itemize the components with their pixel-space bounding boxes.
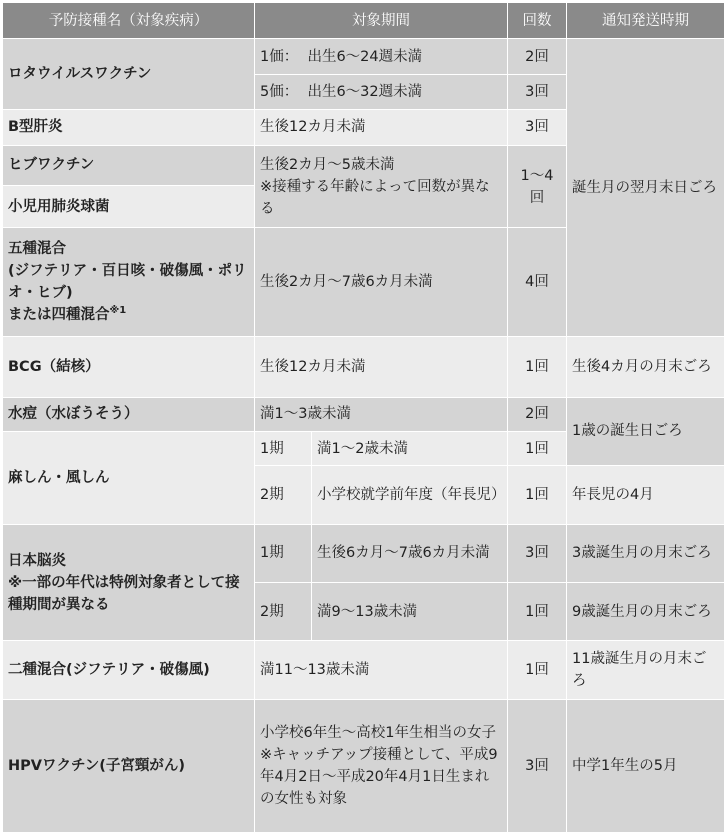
notice-cell: 3歳誕生月の月末ごろ [567, 524, 725, 582]
notice-cell: 9歳誕生月の月末ごろ [567, 583, 725, 641]
penta-line-3-text: または四種混合 [8, 307, 110, 324]
je-line-1: 日本脳炎 [8, 552, 66, 569]
period-cell [255, 699, 508, 832]
je-line-2: ※一部の年代は特例対象者として接種期間が異なる [8, 574, 240, 613]
count-cell: 3回 [508, 524, 567, 582]
count-cell: 3回 [508, 699, 567, 832]
period-cell: 満11～13歳未満 [255, 641, 508, 699]
period-cell: 生後12カ月未満 [255, 109, 508, 145]
hib-period-main: 生後2カ月～5歳未満 [260, 156, 395, 173]
count-line-1: 1～4 [520, 167, 554, 184]
header-vaccine-name: 予防接種名（対象疾病） [3, 3, 255, 39]
vaccine-name-pneumo: 小児用肺炎球菌 [3, 186, 255, 228]
vaccine-name-hepb: B型肝炎 [3, 109, 255, 145]
table-row [3, 524, 725, 582]
count-cell: 2回 [508, 39, 567, 75]
period-cell [255, 39, 508, 75]
count-cell: 1回 [508, 583, 567, 641]
penta-line-2: (ジフテリア・百日咳・破傷風・ポリオ・ヒブ) [8, 263, 247, 302]
footnote-mark: ※1 [109, 305, 127, 317]
period-cell [255, 145, 508, 228]
count-cell [508, 145, 567, 228]
vaccine-name-hpv: HPVワクチン(子宮頸がん) [3, 699, 255, 832]
phase-label: 1期 [255, 524, 312, 582]
table-row [3, 39, 725, 75]
period-cell: 満1～3歳未満 [255, 397, 508, 431]
vaccine-name-mr: 麻しん・風しん [3, 431, 255, 524]
notice-cell: 11歳誕生月の月末ごろ [567, 641, 725, 699]
count-cell: 1回 [508, 641, 567, 699]
rota-type-label: 5価： [260, 83, 299, 100]
count-line-2: 回 [529, 189, 545, 206]
phase-label: 2期 [255, 466, 312, 524]
vaccine-name-penta [3, 228, 255, 337]
rota-period: 出生6～32週未満 [307, 83, 423, 100]
period-cell: 満1～2歳未満 [312, 431, 508, 465]
phase-label: 1期 [255, 431, 312, 465]
penta-line-3 [8, 304, 249, 326]
notice-cell: 生後4カ月の月末ごろ [567, 337, 725, 397]
count-cell: 4回 [508, 228, 567, 337]
table-row [3, 397, 725, 431]
period-cell: 生後2カ月～7歳6カ月未満 [255, 228, 508, 337]
header-count: 回数 [508, 3, 567, 39]
vaccination-schedule-table [2, 2, 725, 833]
rota-type-label: 1価： [260, 48, 299, 65]
count-cell: 2回 [508, 397, 567, 431]
count-cell: 3回 [508, 75, 567, 109]
count-cell: 1回 [508, 337, 567, 397]
penta-line-1: 五種混合 [8, 241, 66, 258]
period-cell [255, 75, 508, 109]
hib-period-note: ※接種する年齢によって回数が異なる [260, 178, 490, 217]
header-period: 対象期間 [255, 3, 508, 39]
table-row [3, 337, 725, 397]
period-cell: 満9～13歳未満 [312, 583, 508, 641]
notice-shared: 誕生月の翌月末日ごろ [567, 39, 725, 337]
period-cell: 小学校就学前年度（年長児） [312, 466, 508, 524]
hpv-period-main: 小学校6年生～高校1年生相当の女子 [260, 724, 496, 741]
vaccine-name-bcg: BCG（結核） [3, 337, 255, 397]
count-cell: 1回 [508, 431, 567, 465]
hpv-period-note: ※キャッチアップ接種として、平成9年4月2日～平成20年4月1日生まれの女性も対象 [260, 746, 498, 807]
header-row [3, 3, 725, 39]
vaccine-name-hib: ヒブワクチン [3, 145, 255, 185]
table-row [3, 699, 725, 832]
phase-label: 2期 [255, 583, 312, 641]
vaccine-name-rota: ロタウイルスワクチン [3, 39, 255, 110]
count-cell: 1回 [508, 466, 567, 524]
notice-cell: 年長児の4月 [567, 466, 725, 524]
rota-period: 出生6～24週未満 [307, 48, 423, 65]
notice-cell: 中学1年生の5月 [567, 699, 725, 832]
vaccine-name-dt: 二種混合(ジフテリア・破傷風) [3, 641, 255, 699]
period-cell: 生後12カ月未満 [255, 337, 508, 397]
notice-cell: 1歳の誕生日ごろ [567, 397, 725, 466]
count-cell: 3回 [508, 109, 567, 145]
header-notice-timing: 通知発送時期 [567, 3, 725, 39]
period-cell: 生後6カ月～7歳6カ月未満 [312, 524, 508, 582]
table-row [3, 641, 725, 699]
vaccine-name-je [3, 524, 255, 641]
vaccine-name-varicella: 水痘（水ぼうそう） [3, 397, 255, 431]
